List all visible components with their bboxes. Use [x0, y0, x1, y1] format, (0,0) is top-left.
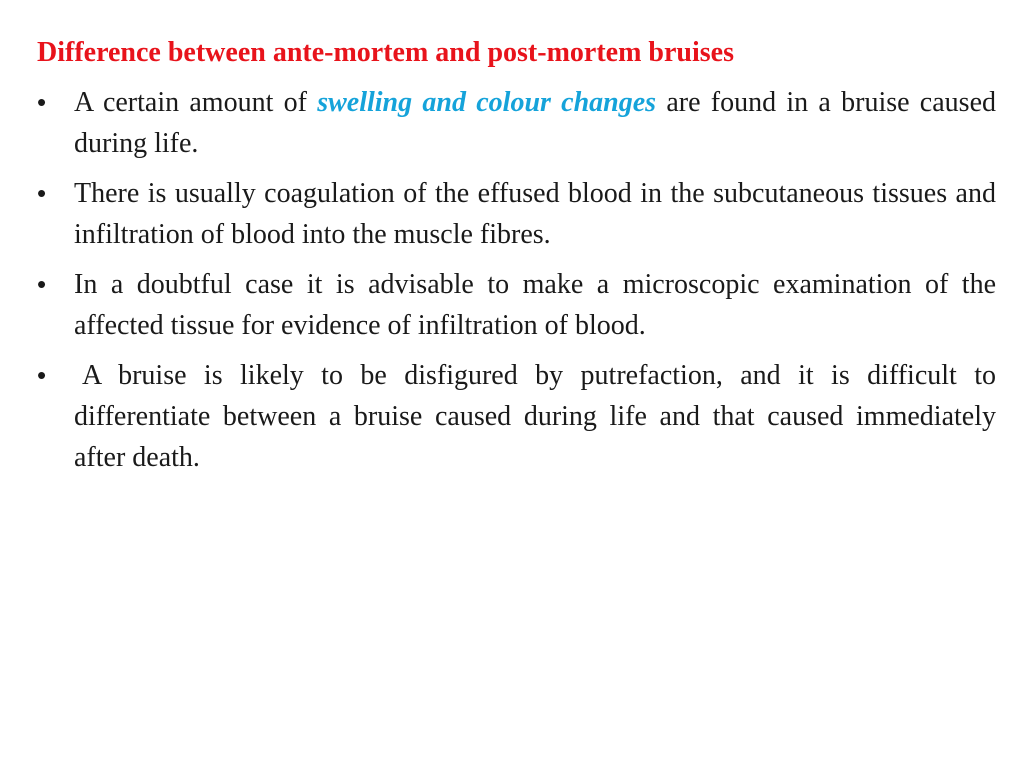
bullet-list — [37, 82, 996, 478]
bullet-icon: • — [37, 269, 47, 299]
bullet-item — [37, 82, 996, 164]
bullet-text-after: are found in a bruise caused during life. — [74, 87, 996, 159]
bullet-item — [37, 355, 996, 478]
bullet-text: In a doubtful case it is advisable to make a microscopic examination of the affected tissue for evidence of infiltration of blood. — [74, 269, 996, 341]
highlighted-phrase: swelling and colour changes — [317, 87, 657, 118]
bullet-item — [37, 264, 996, 346]
bullet-item — [37, 173, 996, 255]
bullet-text: There is usually coagulation of the effused blood in the subcutaneous tissues and infiltration of blood into the muscle fibres. — [74, 178, 996, 250]
bullet-text-before: A certain amount of — [74, 87, 318, 118]
bullet-icon: • — [37, 87, 47, 117]
slide-title: Difference between ante-mortem and post-mortem bruises — [37, 37, 734, 68]
bullet-text: A bruise is likely to be disfigured by putrefaction, and it is difficult to differentiate between a bruise caused during life and that caused immediately after death. — [74, 360, 996, 473]
bullet-icon: • — [37, 178, 47, 208]
bullet-icon: • — [37, 360, 47, 390]
